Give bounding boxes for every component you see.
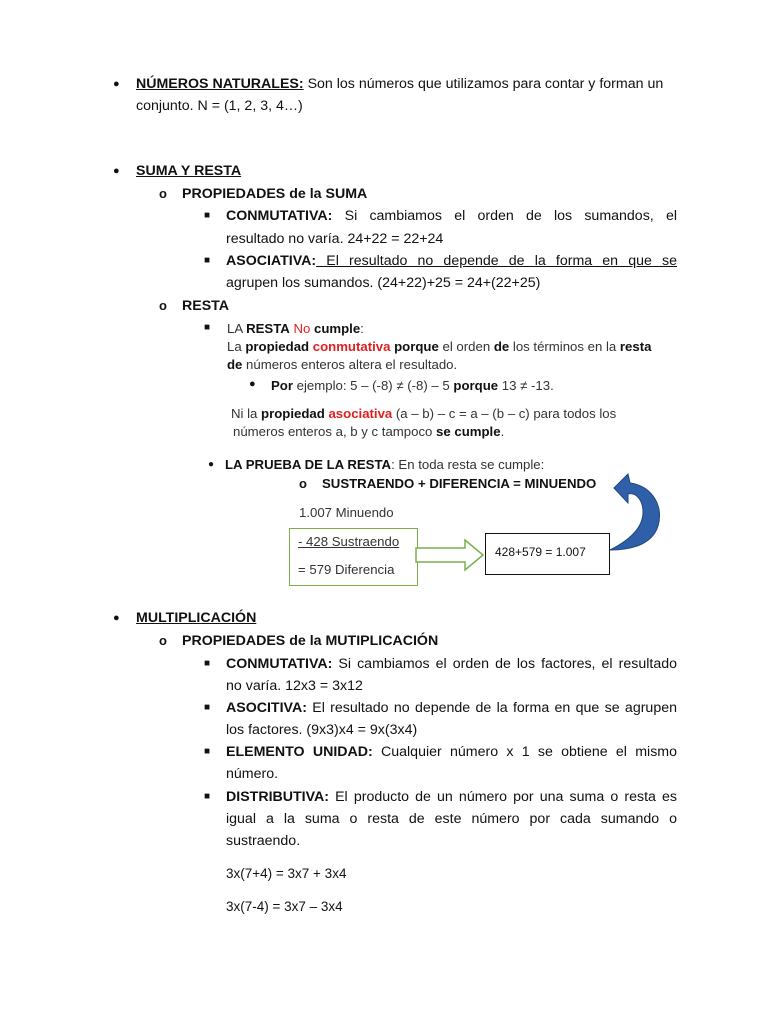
mult-asoc-line1 [226,697,677,719]
mult-asoc-text: El resultado no depende de la forma en que se agrupen [306,700,677,716]
square-marker: ■ [204,658,211,669]
text-result: 13 ≠ -13. [498,378,554,393]
circle-marker: o [159,298,167,313]
resta-line2 [227,337,677,356]
text-colon: : [360,321,364,336]
text-terminos: los términos en la [509,339,620,354]
text-ejemplo: ejemplo: 5 – (-8) ≠ (-8) – 5 [292,378,454,393]
circle-marker: o [159,186,167,201]
curved-arrow-icon [598,472,668,554]
text-propiedad-2: propiedad [261,406,325,421]
mult-elem-line2: número. [226,766,279,782]
mult-dist-line3: sustraendo. [226,833,301,849]
text-cumple: cumple [314,321,361,336]
por-ejemplo-line [271,376,554,395]
mult-conm-text: Si cambiamos el orden de los factores, el resultado [332,656,677,672]
circle-marker: o [299,476,307,491]
prueba-title: LA PRUEBA DE LA RESTA [225,457,392,472]
bullet-marker: ● [113,78,120,90]
diferencia-text: = 579 Diferencia [298,562,395,577]
mult-dist-line2: igual a la suma o resta de este número por cada sumando o [226,811,677,827]
asociativa-line2: agrupen los sumandos. (24+22)+25 = 24+(22+25) [226,275,541,291]
naturales-text-line2: conjunto. N = (1, 2, 3, 4…) [136,98,303,114]
sustraendo-text: - 428 Sustraendo [298,534,400,549]
text-porque-2: porque [453,378,499,393]
text-conmutativa: conmutativa [312,339,391,354]
mult-asoc-label: ASOCITIVA: [226,700,307,716]
text-de-2: de [227,357,243,372]
bullet-marker: ● [113,165,120,177]
text-asociativa: asociativa [328,406,393,421]
mult-elem-text: Cualquier número x 1 se obtiene el mismo [372,744,677,760]
asociativa-label: ASOCIATIVA: [226,253,317,269]
mult-dist-text: El producto de un número por una suma o resta es [328,789,677,805]
resta-line3 [227,355,457,374]
prueba-line [225,455,544,474]
square-marker: ■ [204,210,211,221]
conmutativa-line2: resultado no varía. 24+22 = 22+24 [226,231,444,247]
bullet-marker: ● [208,459,215,470]
multiplicacion-title: MULTIPLICACIÓN [136,610,257,626]
square-marker: ■ [204,255,211,266]
text-numeros-enteros: números enteros altera el resultado. [242,357,458,372]
asociativa-text: El resultado no depende de la forma en que se [316,253,677,269]
square-marker: ■ [204,746,211,757]
mult-conm-line1 [226,653,677,675]
asociativa-resta-line1 [231,404,616,423]
prueba-formula: SUSTRAENDO + DIFERENCIA = MINUENDO [322,476,597,491]
text-propiedad: propiedad [245,339,310,354]
mult-conm-line2: no varía. 12x3 = 3x12 [226,678,363,694]
result-text: 428+579 = 1.007 [495,545,586,559]
text-orden: el orden [438,339,494,354]
text-por: Por [271,378,293,393]
mult-conm-label: CONMUTATIVA: [226,656,333,672]
square-marker: ■ [204,702,211,713]
text-ni-la: Ni la [231,406,262,421]
distributive-example-1: 3x(7+4) = 3x7 + 3x4 [226,866,347,881]
mult-elem-label: ELEMENTO UNIDAD: [226,744,373,760]
conmutativa-text: Si cambiamos el orden de los sumandos, el [332,208,677,224]
text-numeros: números enteros a, b y c tampoco [233,424,437,439]
text-formula: (a – b) – c = a – (b – c) para todos los [392,406,617,421]
green-right-arrow-icon [415,538,485,572]
text-porque: porque [394,339,439,354]
prueba-text: : En toda resta se cumple: [391,457,545,472]
naturales-title: NÚMEROS NATURALES: [136,76,304,92]
distributive-example-2: 3x(7-4) = 3x7 – 3x4 [226,899,343,914]
text-la-2: La [227,339,246,354]
text-de: de [493,339,510,354]
suma-props-title: PROPIEDADES de la SUMA [182,186,368,202]
square-marker: ■ [204,322,211,333]
text-se-cumple: se cumple [436,424,501,439]
text-resta: RESTA [246,321,290,336]
circle-marker: o [159,633,167,648]
text-resta-2: resta [619,339,652,354]
conmutativa-line1 [226,205,677,227]
conmutativa-label: CONMUTATIVA: [226,208,333,224]
bullet-marker: ● [249,378,256,390]
asociativa-line1 [226,250,677,272]
mult-dist-label: DISTRIBUTIVA: [226,789,329,805]
text-la: LA [227,321,247,336]
mult-asoc-line2: los factores. (9x3)x4 = 9x(3x4) [226,722,418,738]
square-marker: ■ [204,791,211,802]
mult-dist-line1 [226,786,677,808]
mult-props-title: PROPIEDADES de la MUTIPLICACIÓN [182,633,439,649]
minuendo-text: 1.007 Minuendo [299,505,394,520]
suma-resta-title: SUMA Y RESTA [136,163,242,179]
text-no: No [293,321,311,336]
bullet-marker: ● [113,612,120,624]
resta-line1 [227,319,364,338]
mult-elem-line1 [226,741,677,763]
text-period: . [500,424,505,439]
asociativa-resta-line2 [233,422,504,441]
naturales-text-line1: Son los números que utilizamos para contar y forman un [303,76,664,92]
resta-title: RESTA [182,298,230,314]
naturales-paragraph [136,73,677,95]
